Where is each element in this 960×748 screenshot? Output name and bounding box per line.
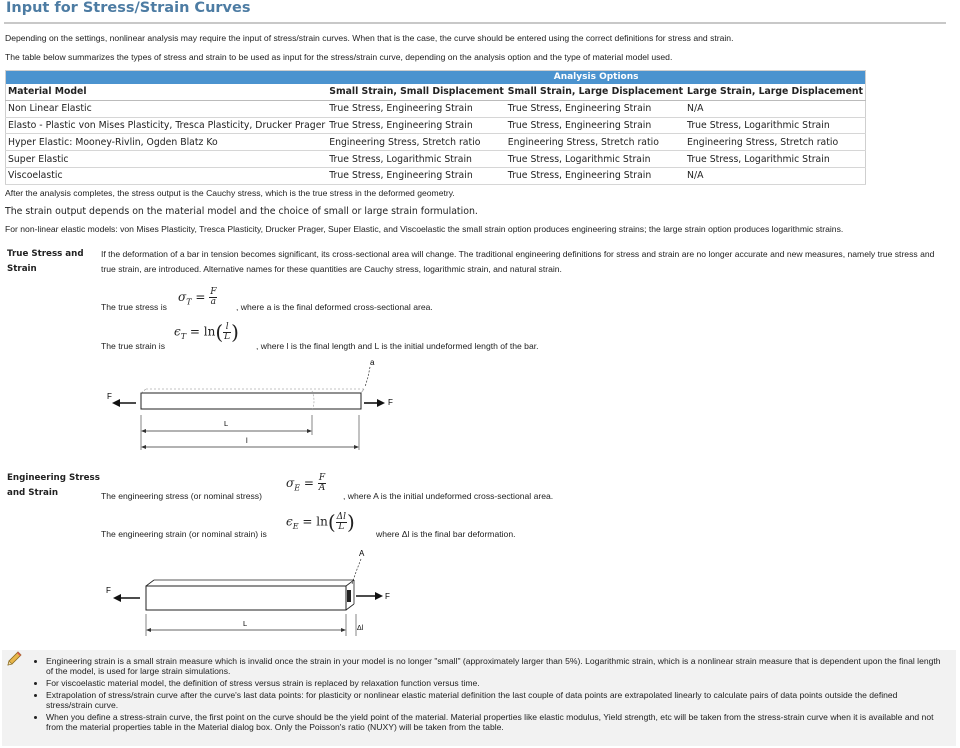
table-row [6,134,866,151]
label-area: A [359,549,365,558]
label-f-right: F [388,398,393,407]
column-header: Small Strain, Small Displacement [327,84,506,100]
table-cell: True Stress, Engineering Strain [327,167,506,184]
note-item: • When you define a stress-strain curve, the first point on the curve should be the yield point of the material. Material properties like elastic modulus, Yield strength, etc will be taken from the stress-strain curve when it is available and not from the material properties table in the Material dialog box. Only the Poisson's ratio (NUXY) will be taken from the table. [46,712,946,732]
heading-line: True Stress and [7,249,84,259]
true-strain-equation: $\epsilon_T = \ln$( $\frac{l}{L}$ ) [174,320,239,344]
title-divider [4,22,946,24]
label-l-final: l [246,436,248,445]
table-cell: True Stress, Engineering Strain [327,100,506,117]
heading-line: and Strain [7,488,59,498]
intro-paragraph-2: The table below summarizes the types of stress and strain to be used as input for the stress/strain curve, depending on the analysis option and the type of material model used. [5,52,673,62]
engineering-stress-note: , where A is the initial undeformed cross-sectional area. [343,491,554,501]
label-f-left: F [106,586,111,595]
true-stress-note: , where a is the final deformed cross-sectional area. [236,302,433,312]
true-strain-note: , where l is the final length and L is the initial undeformed length of the bar. [256,341,539,351]
column-header: Material Model [6,84,328,100]
note-item: • Engineering strain is a small strain measure which is invalid once the strain in your model is no longer "small" (approximately larger than 5%). Logarithmic strain, which is a nonlinear strain measure that is dependent upon the final length of the model, is used for large strain simulations. [46,656,946,676]
table-row [6,167,866,184]
notes-panel [2,650,956,746]
table-cell: Non Linear Elastic [6,100,328,117]
engineering-strain-equation: $\epsilon_E = \ln$( $\frac{\Delta l}{L}$ ) [286,510,355,534]
table-cell: True Stress, Logarithmic Strain [685,151,865,168]
true-strain-label: The true strain is [101,341,165,351]
table-row [6,117,866,134]
table-cell: True Stress, Engineering Strain [506,100,685,117]
true-stress-bar-figure [100,355,400,455]
table-cell: Engineering Stress, Stretch ratio [327,134,506,151]
table-cell: True Stress, Engineering Strain [327,117,506,134]
table-cell: N/A [685,167,865,184]
heading-line: Strain [7,264,37,274]
table-cell: True Stress, Engineering Strain [506,167,685,184]
label-a: a [370,358,375,367]
label-l-initial: L [243,619,248,628]
table-cell: Hyper Elastic: Mooney-Rivlin, Ogden Blatz Ko [6,134,328,151]
column-header: Small Strain, Large Displacement [506,84,685,100]
output-paragraph-2: The strain output depends on the material model and the choice of small or large strain formulation. [5,206,478,217]
label-f-right: F [385,592,390,601]
note-item: • For viscoelastic material model, the definition of stress versus strain is replaced by relaxation function versus time. [46,678,946,688]
note-item: • Extrapolation of stress/strain curve after the curve's last data points: for plasticity or nonlinear elastic material definition the last couple of data points are extrapolated linearly to calculate pairs of data points outside the defined stress/strain curve. [46,690,946,710]
output-paragraph-1: After the analysis completes, the stress output is the Cauchy stress, which is the true stress in the deformed geometry. [5,188,455,198]
table-row [6,151,866,168]
page-title: Input for Stress/Strain Curves [6,0,251,16]
table-banner: Analysis Options [327,71,865,85]
column-header: Large Strain, Large Displacement [685,84,865,100]
notes-list [32,656,946,734]
table-cell: Engineering Stress, Stretch ratio [685,134,865,151]
engineering-stress-bar-figure [100,544,400,640]
true-stress-label: The true stress is [101,302,167,312]
engineering-stress-label: The engineering stress (or nominal stress) [101,491,262,501]
table-cell: True Stress, Logarithmic Strain [685,117,865,134]
true-stress-description: If the deformation of a bar in tension becomes significant, its cross-sectional area will change. The traditional engineering definitions for stress and strain are no longer accurate and new measures, namely true stress and true strain, are introduced. Alternative names for these quantities are Cauchy stress, logarithmic strain, and natural strain. [101,249,935,274]
label-f-left: F [107,392,112,401]
true-stress-heading [7,247,84,277]
pencil-icon [5,650,23,668]
engineering-strain-note: where Δl is the final bar deformation. [376,529,516,539]
table-cell: N/A [685,100,865,117]
table-cell: Super Elastic [6,151,328,168]
table-row [6,100,866,117]
true-stress-equation: $\sigma_T$ = $\frac{F}{a}$ [178,287,217,307]
engineering-stress-equation: $\sigma_E$ = $\frac{F}{A}$ [286,473,326,493]
engineering-stress-heading [7,471,100,501]
table-cell: Engineering Stress, Stretch ratio [506,134,685,151]
table-cell: True Stress, Engineering Strain [506,117,685,134]
engineering-strain-label: The engineering strain (or nominal strain) is [101,529,267,539]
analysis-options-table [5,70,866,185]
label-delta-l: Δl [357,625,364,632]
table-cell: Viscoelastic [6,167,328,184]
table-cell: True Stress, Logarithmic Strain [327,151,506,168]
table-cell: Elasto - Plastic von Mises Plasticity, Tresca Plasticity, Drucker Prager [6,117,328,134]
heading-line: Engineering Stress [7,473,100,483]
intro-paragraph-1: Depending on the settings, nonlinear analysis may require the input of stress/strain curves. When that is the case, the curve should be entered using the correct definitions for stress and strain. [5,33,734,43]
output-paragraph-3: For non-linear elastic models: von Mises Plasticity, Tresca Plasticity, Drucker Prager, Super Elastic, and Viscoelastic the small strain option produces engineering strains; the large strain option produces logarithmic strains. [5,224,844,234]
table-cell: True Stress, Logarithmic Strain [506,151,685,168]
label-l-initial: L [224,419,229,428]
